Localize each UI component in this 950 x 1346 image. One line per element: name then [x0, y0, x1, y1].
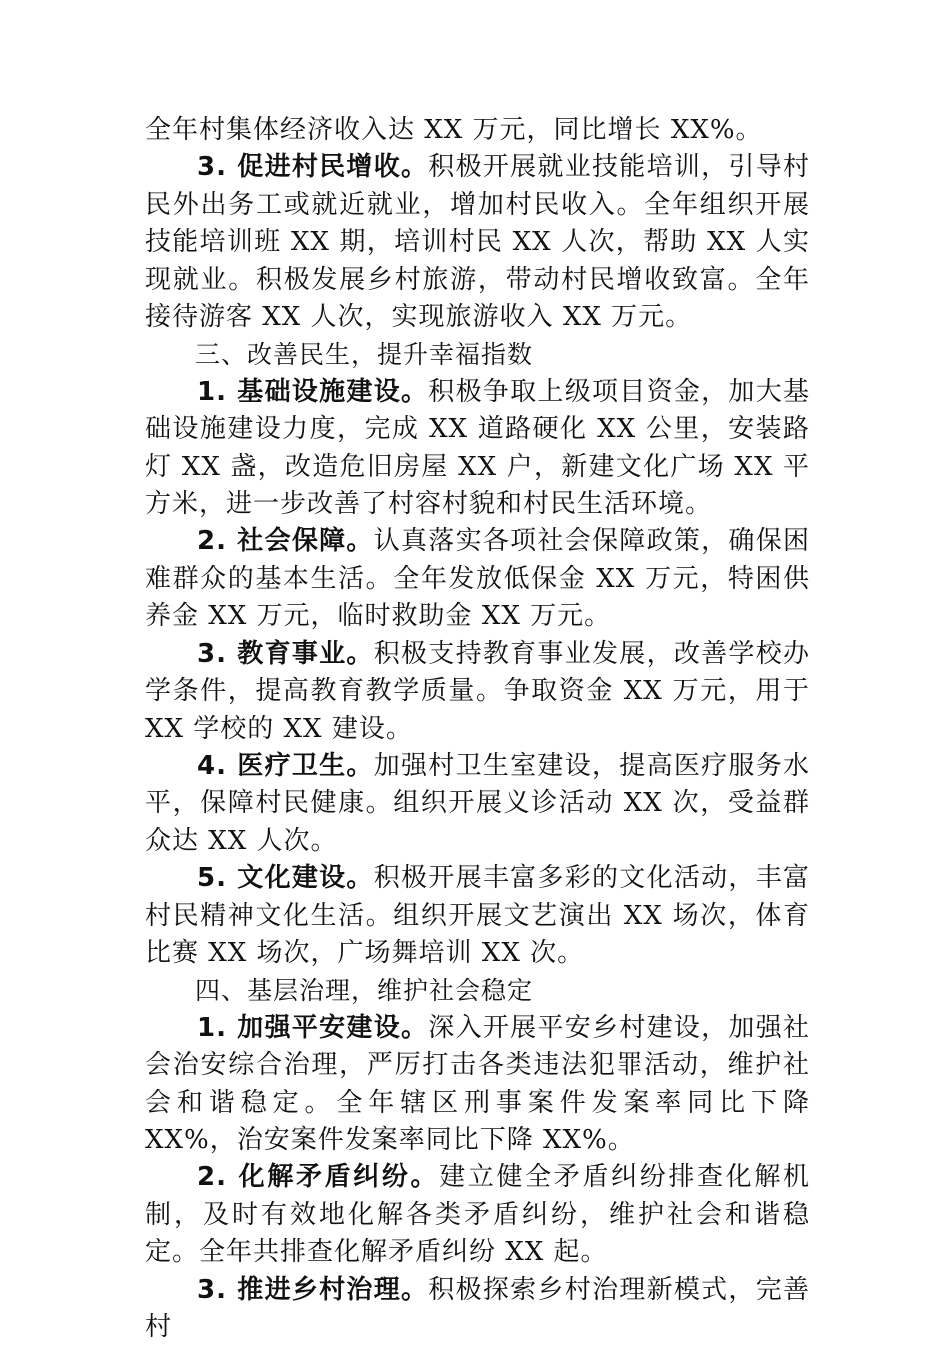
paragraph-continuation	[145, 112, 810, 149]
paragraph-text: 积极争取上级项目资金，加大基础设施建设力度，完成 XX 道路硬化 XX 公里，安装路灯 XX 盏，改造危旧房屋 XX 户，新建文化广场 XX 平方米，进一步改善了村容村貌和村民生活环境。	[145, 376, 810, 520]
paragraph-lead: 2. 社会保障。	[197, 526, 374, 557]
paragraph-item	[145, 860, 810, 972]
paragraph-text: 深入开展平安乡村建设，加强社会治安综合治理，严厉打击各类违法犯罪活动，维护社会和谐稳定。全年辖区刑事案件发案率同比下降 XX%，治安案件发案率同比下降 XX%。	[145, 1012, 810, 1155]
paragraph-lead: 2. 化解矛盾纠纷。	[197, 1162, 440, 1193]
paragraph-lead: 1. 基础设施建设。	[197, 376, 429, 407]
section-heading: 四、基层治理，维护社会稳定	[195, 976, 534, 1006]
paragraph-lead: 1. 加强平安建设。	[197, 1012, 429, 1043]
paragraph-text: 积极支持教育事业发展，改善学校办学条件，提高教育教学质量。争取资金 XX 万元，用于 XX 学校的 XX 建设。	[145, 638, 810, 744]
paragraph-item	[145, 374, 810, 524]
paragraph-item	[145, 748, 810, 860]
paragraph-item	[145, 636, 810, 748]
paragraph-text: 积极开展丰富多彩的文化活动，丰富村民精神文化生活。组织开展文艺演出 XX 场次，体育比赛 XX 场次，广场舞培训 XX 次。	[145, 863, 810, 968]
document-page	[145, 112, 810, 1346]
paragraph-text: 建立健全矛盾纠纷排查化解机制，及时有效地化解各类矛盾纠纷，维护社会和谐稳定。全年共排查化解矛盾纠纷 XX 起。	[145, 1162, 810, 1268]
paragraph-item	[145, 1010, 810, 1160]
paragraph-item	[145, 1159, 810, 1271]
paragraph-item	[145, 1272, 810, 1346]
paragraph-text: 认真落实各项社会保障政策，确保困难群众的基本生活。全年发放低保金 XX 万元，特困供养金 XX 万元，临时救助金 XX 万元。	[145, 526, 810, 632]
paragraph-lead: 4. 医疗卫生。	[197, 750, 374, 781]
paragraph-item	[145, 149, 810, 336]
paragraph-text: 全年村集体经济收入达 XX 万元，同比增长 XX%。	[145, 115, 763, 145]
paragraph-text: 积极开展就业技能培训，引导村民外出务工或就近就业，增加村民收入。全年组织开展技能培训班 XX 期，培训村民 XX 人次，帮助 XX 人实现就业。积极发展乡村旅游，带动村民增收致富。全年接待游客 XX 人次，实现旅游收入 XX 万元。	[145, 152, 810, 333]
paragraph-text: 积极探索乡村治理新模式，完善村	[145, 1274, 810, 1342]
section-heading: 三、改善民生，提升幸福指数	[195, 340, 534, 370]
paragraph-text: 加强村卫生室建设，提高医疗服务水平，保障村民健康。组织开展义诊活动 XX 次，受益群众达 XX 人次。	[145, 750, 810, 856]
paragraph-lead: 3. 推进乡村治理。	[197, 1274, 429, 1305]
paragraph-lead: 5. 文化建设。	[197, 863, 374, 894]
paragraph-item	[145, 523, 810, 635]
paragraph-lead: 3. 促进村民增收。	[197, 152, 429, 183]
paragraph-lead: 3. 教育事业。	[197, 638, 374, 669]
